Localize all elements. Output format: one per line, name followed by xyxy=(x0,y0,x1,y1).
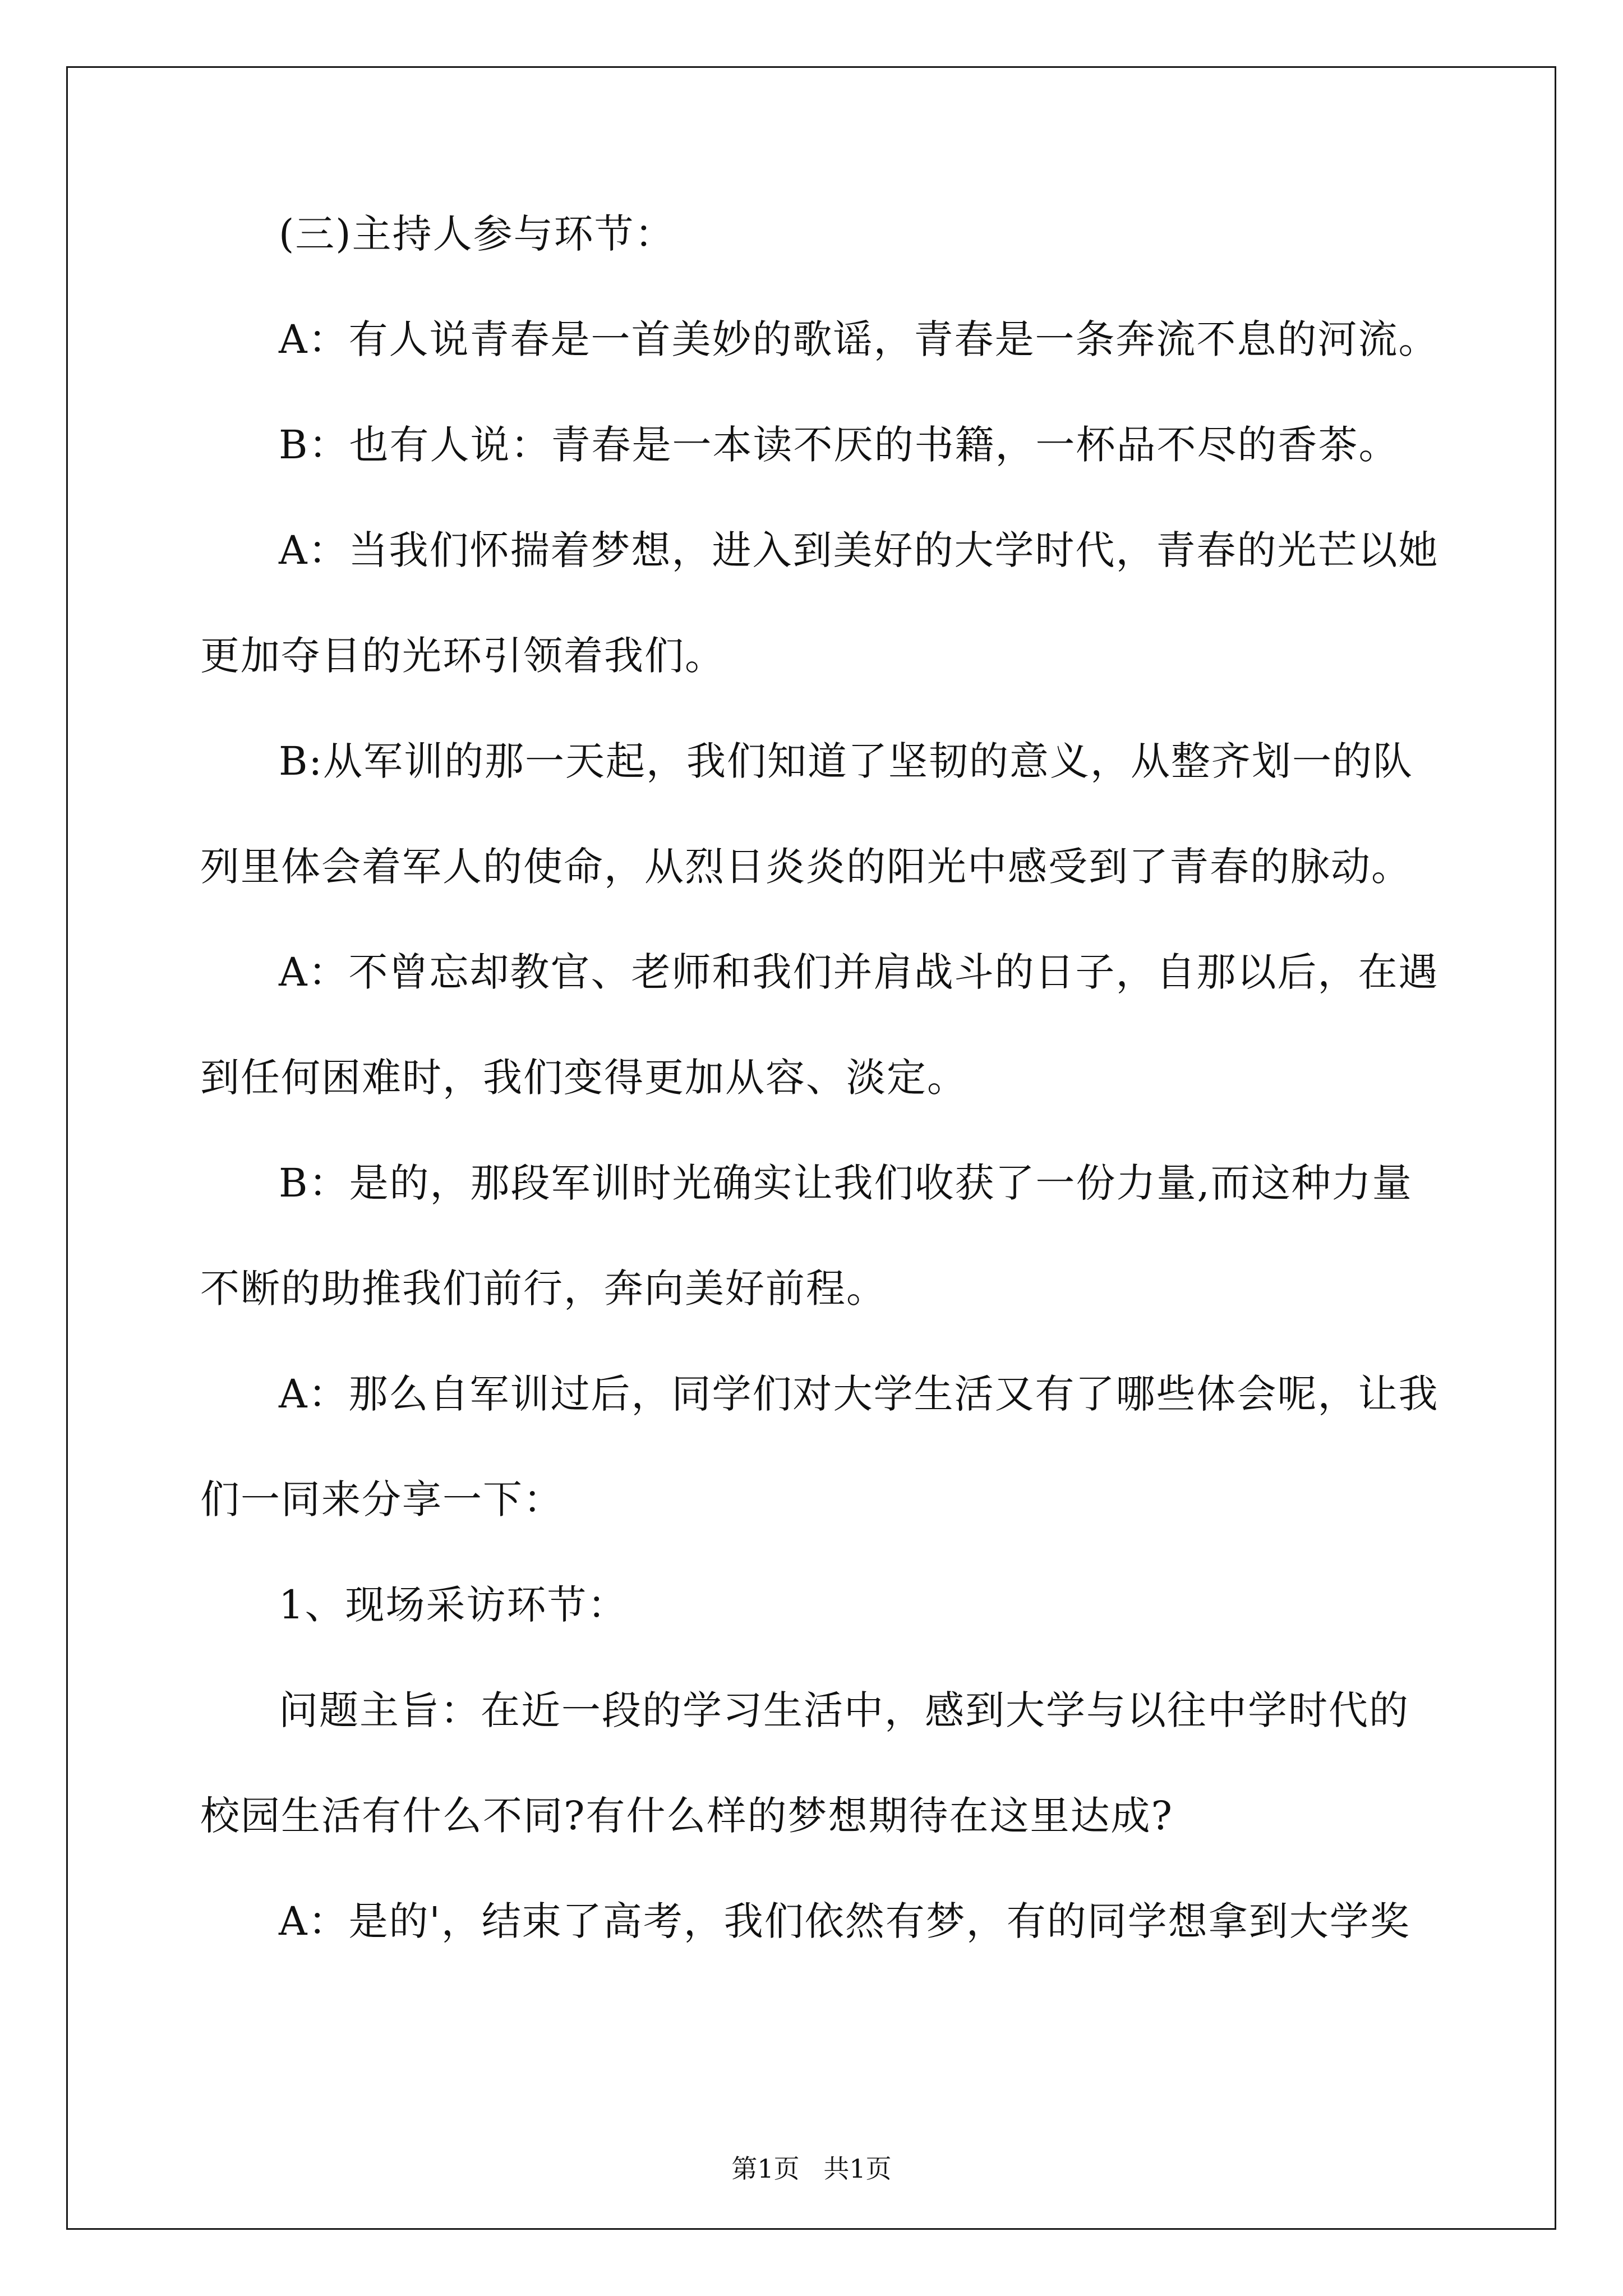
paragraph-line: 列里体会着军人的使命，从烈日炎炎的阳光中感受到了青春的脉动。 xyxy=(200,844,1412,890)
page-total: 共1页 xyxy=(823,2154,892,2184)
paragraph-line: 不断的助推我们前行，奔向美好前程。 xyxy=(200,1266,887,1312)
paragraph-line: B：也有人说：青春是一本读不厌的书籍，一杯品不尽的香茶。 xyxy=(279,422,1399,468)
paragraph-line: 到任何困难时，我们变得更加从容、淡定。 xyxy=(200,1055,967,1101)
paragraph-line: A：是的'，结束了高考，我们依然有梦，有的同学想拿到大学奖 xyxy=(279,1898,1410,1944)
paragraph-line: A：不曾忘却教官、老师和我们并肩战斗的日子，自那以后，在遇 xyxy=(279,949,1439,995)
paragraph-line: B:从军训的那一天起，我们知道了坚韧的意义，从整齐划一的队 xyxy=(279,738,1414,784)
paragraph-line: A：那么自军训过后，同学们对大学生活又有了哪些体会呢，让我 xyxy=(279,1371,1439,1417)
paragraph-line: 校园生活有什么不同?有什么样的梦想期待在这里达成? xyxy=(200,1793,1174,1839)
paragraph-line: 更加夺目的光环引领着我们。 xyxy=(200,633,725,679)
paragraph-line: (三)主持人参与环节： xyxy=(279,211,675,257)
paragraph-line: 1、现场采访环节： xyxy=(279,1582,628,1628)
paragraph-line: A：有人说青春是一首美妙的歌谣，青春是一条奔流不息的河流。 xyxy=(279,316,1439,362)
paragraph-line: 们一同来分享一下： xyxy=(200,1476,564,1522)
page-footer xyxy=(0,2148,1623,2185)
paragraph-line: B：是的，那段军训时光确实让我们收获了一份力量,而这种力量 xyxy=(279,1160,1413,1206)
paragraph-line: A：当我们怀揣着梦想，进入到美好的大学时代，青春的光芒以她 xyxy=(279,527,1439,573)
page-number: 第1页 xyxy=(731,2154,800,2184)
paragraph-line: 问题主旨：在近一段的学习生活中，感到大学与以往中学时代的 xyxy=(279,1687,1409,1733)
